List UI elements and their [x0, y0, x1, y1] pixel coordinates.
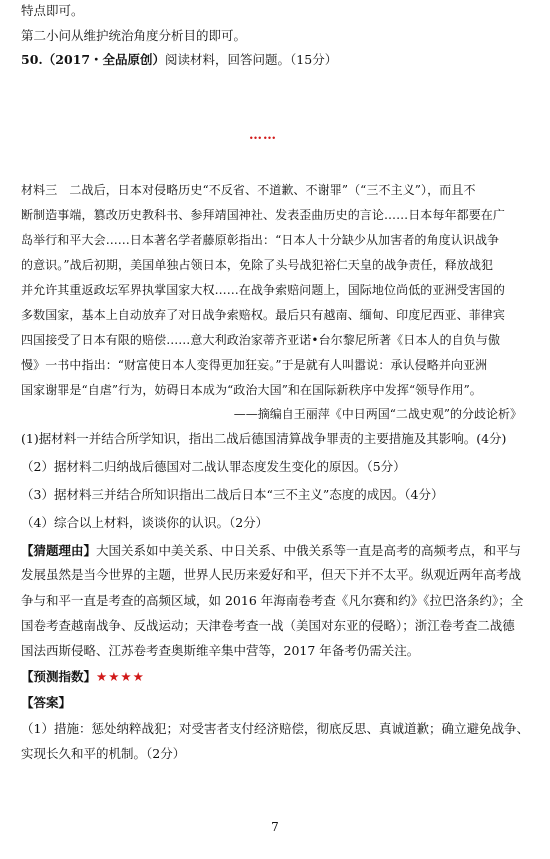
material-line: 的意识。”战后初期，美国单独占领日本，免除了头号战犯裕仁天皇的战争责任，释放战犯: [21, 258, 494, 272]
reason-label: 【猜题理由】: [21, 543, 97, 558]
omitted-content-ellipsis: ……: [249, 128, 277, 143]
answer-label: 【答案】: [21, 695, 72, 710]
answer-line-2: 实现长久和平的机制。（2分）: [21, 746, 186, 761]
question-prompt: 阅读材料，回答问题。（15分）: [165, 52, 338, 67]
reason-line: 发展虽然是当今世界的主题，世界人民历来爱好和平，但天下并不太平。纵观近两年高考战: [21, 567, 522, 582]
top-line-2: 第二小问从维护统治角度分析目的即可。: [21, 28, 247, 43]
reason-text: 大国关系如中美关系、中日关系、中俄关系等一直是高考的高频考点，和平与: [96, 543, 522, 558]
subquestion-4: （4）综合以上材料，谈谈你的认识。（2分）: [21, 515, 269, 530]
prediction-index: [21, 668, 145, 685]
question-header: [21, 51, 337, 68]
reason-first-line: [21, 542, 521, 559]
answer-line-1: （1）措施：惩处纳粹战犯；对受害者支付经济赔偿，彻底反思、真诚道歉；确立避免战争、: [21, 721, 529, 736]
material-line: 材料三 二战后，日本对侵略历史“不反省、不道歉、不谢罪”（“三不主义”），而且不: [21, 183, 476, 197]
question-number: 50.（2017・全品原创）: [21, 52, 166, 67]
material-line: 四国接受了日本有限的赔偿……意大利政治家蒂齐亚诺•台尔黎尼所著《日本人的自负与傲: [21, 333, 501, 347]
subquestion-3: （3）据材料三并结合所知识指出二战后日本“三不主义”态度的成因。（4分）: [21, 487, 444, 502]
material-line: 慢》一书中指出：“财富使日本人变得更加狂妄。”于是就有人叫嚣说：承认侵略并向亚洲: [21, 358, 488, 372]
material-line: 国家谢罪是“自虐”行为，妨碍日本成为“政治大国”和在国际新秩序中发挥“领导作用”。: [21, 383, 482, 397]
top-line-1: 特点即可。: [21, 3, 84, 18]
material-line: 岛举行和平大会……日本著名学者藤原彰指出：“日本人十分缺少从加害者的角度认识战争: [21, 233, 500, 247]
reason-line: 争与和平一直是考查的高频区域，如 2016 年海南卷考查《凡尔赛和约》《拉巴洛条约》；全: [21, 593, 524, 608]
subquestion-1: (1)据材料一并结合所学知识，指出二战后德国清算战争罪责的主要措施及其影响。(4分): [21, 431, 507, 446]
reason-line: 国卷考查越南战争、反战运动；天津卷考查一战（美国对东亚的侵略）；浙江卷考查二战德: [21, 618, 515, 633]
material-source: ——摘编自王丽萍《中日两国“二战史观”的分歧论析》: [233, 407, 522, 421]
material-line: 多数国家，基本上自动放弃了对日战争索赔权。最后只有越南、缅甸、印度尼西亚、菲律宾: [21, 308, 506, 322]
subquestion-2: （2）据材料二归纳战后德国对二战认罪态度发生变化的原因。（5分）: [21, 459, 406, 474]
reason-line: 国法西斯侵略、江苏卷考查奥斯维辛集中营等，2017 年备考仍需关注。: [21, 643, 420, 658]
page-number: 7: [271, 820, 279, 834]
material-line: 断制造事端，篡改历史教科书、参拜靖国神社、发表歪曲历史的言论……日本每年都要在广: [21, 208, 506, 222]
rating-stars-icon: ★★★★: [96, 669, 145, 684]
material-line: 并允许其重返政坛军界执掌国家大权……在战争索赔问题上，国际地位尚低的亚洲受害国的: [21, 283, 506, 297]
prediction-label: 【预测指数】: [21, 669, 97, 684]
